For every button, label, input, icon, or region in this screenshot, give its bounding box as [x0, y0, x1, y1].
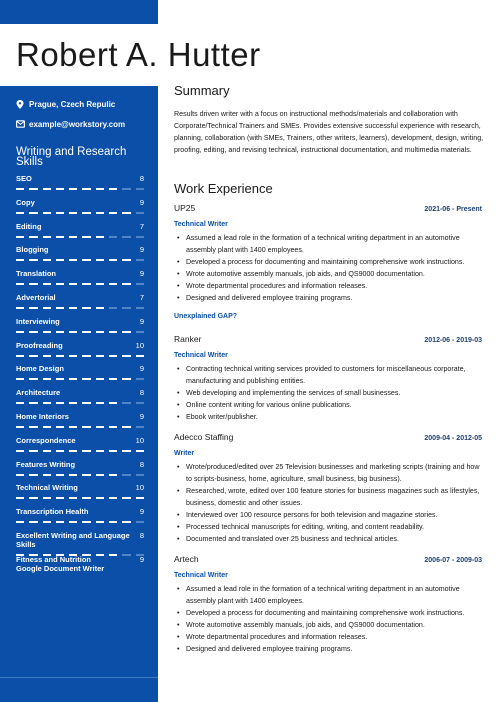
- skill-name: Translation: [16, 269, 57, 279]
- skill-meter-segment: [16, 307, 24, 309]
- job-bullet: • Assumed a lead role in the formation of a technical writing department in an automotive assembly plant with 1400 employees.: [186, 232, 482, 256]
- skill-name: Home Design: [16, 364, 64, 374]
- skill-meter-segment: [69, 212, 77, 214]
- skill-meter-segment: [96, 378, 104, 380]
- job-bullet: • Documented and translated over 25 business and technical articles.: [186, 533, 482, 545]
- skills-heading: Writing and Research Skills: [16, 146, 127, 168]
- skill-meter-segment: [29, 402, 37, 404]
- skill-meter-segment: [29, 236, 37, 238]
- skill-level-meter: [16, 212, 144, 214]
- skill-meter-segment: [43, 188, 51, 190]
- job-bullet: • Wrote departmental procedures and information releases.: [186, 280, 482, 292]
- summary-text: Results driven writer with a focus on instructional methods/materials and collaboration with Corporate/Technical Trainers and SMEs. Provides extensive successful experience with research, planning, collaboration (with SMEs, Trainers, other writers, learners), development, design, writing, proofing, editing, and revising technical, instructional documentation, and multimedia materials.: [174, 110, 484, 154]
- skill-item: [16, 436, 144, 452]
- skill-meter-segment: [29, 426, 37, 428]
- skill-meter-segment: [82, 378, 90, 380]
- skill-item: [16, 531, 144, 556]
- skill-meter-segment: [29, 355, 37, 357]
- skill-meter-segment: [43, 450, 51, 452]
- job-entry: [174, 334, 482, 423]
- skill-meter-segment: [109, 259, 117, 261]
- skill-meter-segment: [43, 497, 51, 499]
- skill-meter-segment: [56, 521, 64, 523]
- skill-meter-segment: [136, 497, 144, 499]
- skill-meter-segment: [96, 283, 104, 285]
- skill-meter-segment: [16, 212, 24, 214]
- job-role: Technical Writer: [174, 572, 228, 579]
- skill-level: 9: [139, 364, 144, 374]
- skill-meter-segment: [56, 450, 64, 452]
- skill-meter-segment: [56, 355, 64, 357]
- skill-meter-segment: [109, 307, 117, 309]
- job-entry: [174, 432, 482, 545]
- skill-level: 10: [135, 483, 144, 493]
- skill-meter-segment: [136, 331, 144, 333]
- skill-name: Blogging: [16, 245, 49, 255]
- skill-level-meter: [16, 497, 144, 499]
- skill-meter-segment: [82, 474, 90, 476]
- job-company: UP25: [174, 203, 196, 213]
- job-bullet: • Interviewed over 100 resource persons for both television and magazine stories.: [186, 509, 482, 521]
- skill-level-meter: [16, 307, 144, 309]
- skill-meter-segment: [56, 188, 64, 190]
- skill-meter-segment: [82, 355, 90, 357]
- skill-meter-segment: [109, 497, 117, 499]
- skill-meter-segment: [29, 188, 37, 190]
- skill-meter-segment: [16, 497, 24, 499]
- skill-level-meter: [16, 426, 144, 428]
- job-bullet: • Processed technical manuscripts for editing, writing, and content readability.: [186, 521, 482, 533]
- skill-meter-segment: [122, 331, 130, 333]
- skill-meter-segment: [69, 259, 77, 261]
- job-bullets: [174, 583, 482, 655]
- skill-name: Interviewing: [16, 316, 60, 326]
- skill-meter-segment: [136, 474, 144, 476]
- skill-meter-segment: [122, 236, 130, 238]
- job-company: Ranker: [174, 334, 202, 344]
- skill-item: [16, 198, 144, 214]
- skill-name: Home Interiors: [16, 412, 69, 421]
- skill-meter-segment: [56, 331, 64, 333]
- skill-meter-segment: [82, 521, 90, 523]
- skill-meter-segment: [43, 402, 51, 404]
- skill-name: Correspondence: [16, 435, 76, 445]
- job-company: Artech: [174, 554, 199, 564]
- skill-meter-segment: [69, 497, 77, 499]
- job-bullet: • Designed and delivered employee training programs.: [186, 643, 482, 655]
- skill-meter-segment: [122, 378, 130, 380]
- skill-meter-segment: [109, 426, 117, 428]
- skill-meter-segment: [109, 450, 117, 452]
- skill-level-meter: [16, 378, 144, 380]
- skill-meter-segment: [16, 188, 24, 190]
- skill-level-meter: [16, 402, 144, 404]
- skill-meter-segment: [136, 188, 144, 190]
- skill-meter-segment: [29, 283, 37, 285]
- skill-meter-segment: [56, 474, 64, 476]
- location-pin-icon: [16, 100, 24, 109]
- skill-meter-segment: [69, 283, 77, 285]
- skill-meter-segment: [43, 259, 51, 261]
- skill-item: [16, 174, 144, 190]
- skill-meter-segment: [43, 378, 51, 380]
- skill-meter-segment: [122, 212, 130, 214]
- skill-level: 9: [139, 269, 144, 279]
- skill-meter-segment: [69, 426, 77, 428]
- skill-meter-segment: [69, 450, 77, 452]
- skill-level: 8: [139, 531, 144, 540]
- skill-meter-segment: [96, 402, 104, 404]
- summary-heading: Summary: [174, 83, 230, 98]
- skill-meter-segment: [109, 283, 117, 285]
- skill-meter-segment: [136, 426, 144, 428]
- job-dates: 2009-04 - 2012-05: [424, 435, 482, 442]
- job-role: Technical Writer: [174, 221, 228, 228]
- skill-meter-segment: [109, 355, 117, 357]
- skill-meter-segment: [96, 259, 104, 261]
- skill-level: 9: [139, 245, 144, 255]
- skill-item: [16, 341, 144, 357]
- skill-level: 7: [139, 293, 144, 302]
- skill-name: SEO: [16, 174, 32, 183]
- job-bullet: • Researched, wrote, edited over 100 feature stories for business magazines such as lifestyles, business, domestic and other issues.: [186, 485, 482, 509]
- skill-meter-segment: [96, 450, 104, 452]
- skill-meter-segment: [122, 283, 130, 285]
- skill-meter-segment: [122, 355, 130, 357]
- skill-meter-segment: [96, 331, 104, 333]
- skill-meter-segment: [109, 212, 117, 214]
- skill-level: 9: [139, 554, 144, 564]
- skill-meter-segment: [96, 474, 104, 476]
- skill-level-meter: [16, 474, 144, 476]
- skill-meter-segment: [29, 378, 37, 380]
- skill-meter-segment: [136, 402, 144, 404]
- skill-name: Transcription Health: [16, 507, 89, 517]
- skill-meter-segment: [82, 188, 90, 190]
- skill-item: [16, 293, 144, 309]
- skill-meter-segment: [56, 378, 64, 380]
- skill-meter-segment: [109, 236, 117, 238]
- skill-meter-segment: [122, 450, 130, 452]
- skill-meter-segment: [122, 188, 130, 190]
- skill-meter-segment: [56, 307, 64, 309]
- skill-meter-segment: [16, 259, 24, 261]
- skill-meter-segment: [122, 259, 130, 261]
- skill-meter-segment: [16, 402, 24, 404]
- skill-meter-segment: [29, 450, 37, 452]
- skill-meter-segment: [122, 307, 130, 309]
- job-bullet: • Assumed a lead role in the formation of a technical writing department in an automotive assembly plant with 1400 employees.: [186, 583, 482, 607]
- skill-meter-segment: [56, 283, 64, 285]
- skill-meter-segment: [16, 426, 24, 428]
- job-bullet: • Wrote departmental procedures and information releases.: [186, 631, 482, 643]
- skill-level-meter: [16, 521, 144, 523]
- contact-location: [16, 100, 115, 109]
- job-bullet: • Developed a process for documenting and maintaining comprehensive work instructions.: [186, 607, 482, 619]
- skill-meter-segment: [16, 331, 24, 333]
- skill-meter-segment: [56, 212, 64, 214]
- skill-meter-segment: [136, 283, 144, 285]
- skill-meter-segment: [69, 402, 77, 404]
- job-dates: 2006-07 - 2009-03: [424, 557, 482, 564]
- skill-meter-segment: [69, 521, 77, 523]
- skill-meter-segment: [69, 236, 77, 238]
- skill-meter-segment: [43, 474, 51, 476]
- skill-item: [16, 460, 144, 476]
- work-experience-heading: Work Experience: [174, 181, 273, 196]
- envelope-icon: [16, 120, 24, 129]
- gap-label: Unexplained GAP?: [174, 313, 238, 320]
- skill-meter-segment: [122, 426, 130, 428]
- skill-meter-segment: [136, 450, 144, 452]
- skill-meter-segment: [96, 426, 104, 428]
- skill-meter-segment: [82, 426, 90, 428]
- skill-meter-segment: [82, 402, 90, 404]
- skill-name: Excellent Writing and Language Skills: [16, 531, 130, 549]
- skill-meter-segment: [56, 497, 64, 499]
- skill-meter-segment: [122, 497, 130, 499]
- job-bullet: • Wrote/produced/edited over 25 Television businesses and marketing scripts (training and how to scripts-business, home, agriculture, small business, big business).: [186, 461, 482, 485]
- skill-meter-segment: [69, 474, 77, 476]
- skill-meter-segment: [136, 307, 144, 309]
- location-text: Prague, Czech Repulic: [29, 100, 116, 109]
- skill-meter-segment: [69, 378, 77, 380]
- skill-meter-segment: [56, 236, 64, 238]
- skill-name: Fitness and Nutrition Google Document Writer: [16, 554, 105, 573]
- skill-name: Editing: [16, 221, 42, 231]
- skill-meter-segment: [82, 283, 90, 285]
- skill-name: Copy: [16, 197, 35, 207]
- skill-level-meter: [16, 236, 144, 238]
- skill-meter-segment: [96, 212, 104, 214]
- skill-name: Features Writing: [16, 459, 76, 469]
- job-role: Writer: [174, 450, 195, 457]
- skill-meter-segment: [56, 259, 64, 261]
- skill-meter-segment: [122, 402, 130, 404]
- skill-item: [16, 317, 144, 333]
- skill-meter-segment: [109, 378, 117, 380]
- job-bullets: [174, 363, 482, 423]
- sidebar-divider: [0, 677, 158, 678]
- skill-meter-segment: [136, 259, 144, 261]
- skill-meter-segment: [136, 521, 144, 523]
- skill-level: 9: [139, 316, 144, 326]
- skill-meter-segment: [109, 331, 117, 333]
- skill-meter-segment: [96, 307, 104, 309]
- skill-meter-segment: [82, 307, 90, 309]
- skill-level: 10: [135, 340, 144, 350]
- job-bullet: • Designed and delivered employee training programs.: [186, 292, 482, 304]
- skill-level-meter: [16, 259, 144, 261]
- skill-meter-segment: [136, 212, 144, 214]
- skill-meter-segment: [109, 521, 117, 523]
- skill-meter-segment: [136, 378, 144, 380]
- skill-name: Proofreading: [16, 340, 63, 350]
- job-bullets: [174, 461, 482, 545]
- job-bullet: • Wrote automotive assembly manuals, job aids, and QS9000 documentation.: [186, 268, 482, 280]
- skill-meter-segment: [43, 307, 51, 309]
- skill-item: [16, 269, 144, 285]
- skill-meter-segment: [96, 236, 104, 238]
- skill-meter-segment: [16, 283, 24, 285]
- skill-meter-segment: [43, 236, 51, 238]
- job-entry: [174, 554, 482, 655]
- skill-meter-segment: [43, 283, 51, 285]
- skill-meter-segment: [16, 355, 24, 357]
- skill-meter-segment: [16, 474, 24, 476]
- job-bullet: • Ebook writer/publisher.: [186, 411, 482, 423]
- skill-meter-segment: [136, 236, 144, 238]
- contact-email[interactable]: [16, 120, 125, 129]
- skill-item: [16, 507, 144, 523]
- job-role: Technical Writer: [174, 352, 228, 359]
- job-bullet: • Developed a process for documenting and maintaining comprehensive work instructions.: [186, 256, 482, 268]
- skill-level: 8: [139, 174, 144, 183]
- skill-meter-segment: [122, 521, 130, 523]
- skill-meter-segment: [122, 474, 130, 476]
- skill-level-meter: [16, 283, 144, 285]
- skill-meter-segment: [109, 188, 117, 190]
- skill-meter-segment: [56, 402, 64, 404]
- skill-meter-segment: [69, 188, 77, 190]
- skill-item: [16, 483, 144, 499]
- job-dates: 2021-06 - Present: [424, 206, 482, 213]
- skill-level: 10: [135, 435, 144, 445]
- skill-level: 8: [139, 388, 144, 398]
- skill-meter-segment: [43, 426, 51, 428]
- skill-meter-segment: [96, 497, 104, 499]
- skill-item: [16, 388, 144, 404]
- skill-level-meter: [16, 355, 144, 357]
- skill-meter-segment: [96, 188, 104, 190]
- skill-item: [16, 245, 144, 261]
- skill-level: 9: [139, 412, 144, 421]
- skill-item: [16, 364, 144, 380]
- skill-meter-segment: [16, 450, 24, 452]
- job-bullets: [174, 232, 482, 304]
- skill-meter-segment: [82, 497, 90, 499]
- skill-level: 8: [139, 459, 144, 469]
- skill-meter-segment: [43, 355, 51, 357]
- skill-meter-segment: [29, 331, 37, 333]
- skill-level-meter: [16, 450, 144, 452]
- skill-meter-segment: [29, 307, 37, 309]
- skill-name: Technical Writing: [16, 483, 78, 493]
- skill-name: Architecture: [16, 388, 61, 398]
- job-entry: [174, 203, 482, 304]
- job-company: Adecco Staffing: [174, 432, 234, 442]
- skill-meter-segment: [29, 474, 37, 476]
- skill-meter-segment: [43, 331, 51, 333]
- skill-meter-segment: [109, 402, 117, 404]
- skill-meter-segment: [96, 355, 104, 357]
- skill-meter-segment: [69, 331, 77, 333]
- skill-meter-segment: [82, 236, 90, 238]
- skill-level: 7: [139, 221, 144, 231]
- skill-meter-segment: [43, 212, 51, 214]
- skill-level-meter: [16, 331, 144, 333]
- skill-meter-segment: [82, 259, 90, 261]
- skill-meter-segment: [82, 450, 90, 452]
- email-link[interactable]: example@workstory.com: [29, 120, 126, 129]
- skill-level-meter: [16, 188, 144, 190]
- candidate-name: Robert A. Hutter: [16, 36, 261, 73]
- skill-name: Advertorial: [16, 293, 56, 302]
- skill-meter-segment: [29, 212, 37, 214]
- skill-level: 9: [139, 507, 144, 517]
- job-bullet: • Web developing and implementing the services of small businesses.: [186, 387, 482, 399]
- job-dates: 2012-06 - 2019-03: [424, 337, 482, 344]
- job-bullet: • Contracting technical writing services provided to customers for miscellaneous corporate, manufacturing and publishing entities.: [186, 363, 482, 387]
- skill-meter-segment: [82, 331, 90, 333]
- skill-meter-segment: [109, 474, 117, 476]
- skill-meter-segment: [56, 426, 64, 428]
- job-bullet: • Wrote automotive assembly manuals, job aids, and QS9000 documentation.: [186, 619, 482, 631]
- skill-meter-segment: [16, 521, 24, 523]
- job-bullet: • Online content writing for various online publications.: [186, 399, 482, 411]
- skill-meter-segment: [16, 236, 24, 238]
- skill-item: [16, 555, 144, 573]
- skill-meter-segment: [69, 355, 77, 357]
- skill-meter-segment: [69, 307, 77, 309]
- skill-meter-segment: [96, 521, 104, 523]
- skill-level: 9: [139, 197, 144, 207]
- skill-meter-segment: [29, 259, 37, 261]
- skill-meter-segment: [16, 378, 24, 380]
- skill-meter-segment: [136, 355, 144, 357]
- skill-meter-segment: [29, 497, 37, 499]
- skill-item: [16, 412, 144, 428]
- skill-item: [16, 222, 144, 238]
- skill-meter-segment: [43, 521, 51, 523]
- skill-meter-segment: [82, 212, 90, 214]
- skill-meter-segment: [29, 521, 37, 523]
